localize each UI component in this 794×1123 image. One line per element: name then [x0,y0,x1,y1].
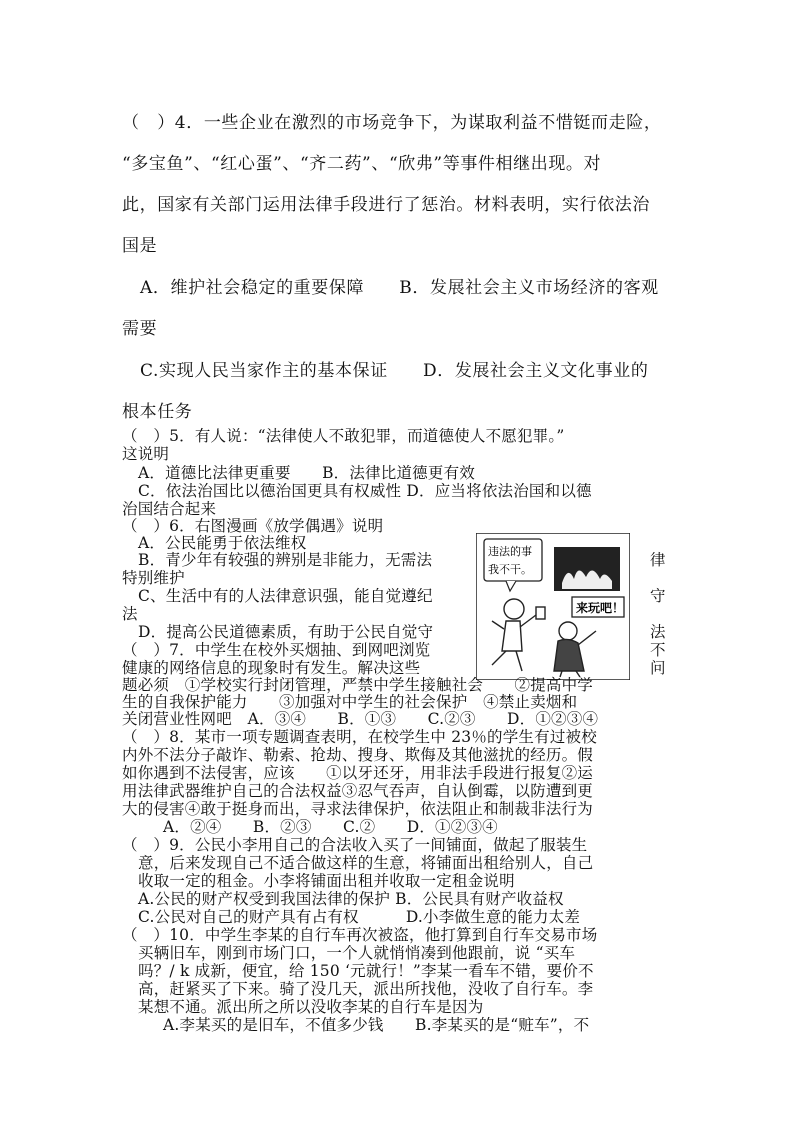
q10-options: A.李某买的是旧车，不值多少钱 B.李某买的是“赃车”，不 [163,1016,590,1034]
q8-line-4: 用法律武器维护自己的合法权益③忍气吞声，自认倒霉，以防遭到更 [122,782,594,800]
bubble-text-2: 来玩吧！ [576,601,625,615]
q5-line-1: （ ）5．有人说：“法律使人不敢犯罪，而道德使人不愿犯罪。” [122,427,565,445]
q9-line-1: （ ）9．公民小李用自己的合法收入买了一间铺面，做起了服装生 [122,836,588,854]
q9-line-3: 收取一定的租金。小李将铺面出租并收取一定租金说明 [138,872,515,890]
q6-line-1: （ ）6．右图漫画《放学偶遇》说明 [122,517,384,535]
bubble-text-1b: 我不干。 [488,563,532,576]
q6-option-c-cont: 法 [122,605,138,623]
q7-line-5: 关闭营业性网吧 A．③④ B．①③ C.②③ D．①②③④ [122,710,599,728]
q6-option-a: A．公民能勇于依法维权 [138,534,307,552]
q9-option-ab: A.公民的财产权受到我国法律的保护 B．公民具有财产收益权 [138,890,564,908]
q4-line-4: 国是 [122,236,158,256]
q7-line-2: 健康的网络信息的现象时有发生。解决这些 [122,659,421,677]
q6-option-b: B．青少年有较强的辨别是非能力，无需法 [138,551,433,569]
q4-line-3: 此，国家有关部门运用法律手段进行了惩治。材料表明，实行依法治 [122,195,650,215]
q6-option-b-end: 律 [650,551,666,569]
q7-line-1: （ ）7．中学生在校外买烟抽、到网吧浏览 [122,641,431,659]
q7-line-1-end: 不 [650,641,666,659]
q8-line-1: （ ）8．某市一项专题调查表明，在校学生中 23％的学生有过被校 [122,728,597,746]
q4-line-1: （ ）4．一些企业在激烈的市场竞争下，为谋取利益不惜铤而走险， [122,113,662,133]
bubble-text-1a: 违法的事 [488,545,532,558]
q7-line-2-end: 问 [650,659,666,677]
q10-line-2: 买辆旧车，刚到市场门口，一个人就悄悄凑到他跟前，说 “买车 [138,944,576,962]
q8-options: A．②④ B．②③ C.② D．①②③④ [163,818,498,836]
q6-option-c: C、生活中有的人法律意识强，能自觉遵纪 [138,587,433,605]
q6-option-c-end: 守 [650,587,666,605]
q10-line-4: 高，赶紧买了下来。骑了没几天，派出所找他，没收了自行车。李 [138,980,594,998]
q4-options-ab: A．维护社会稳定的重要保障 B．发展社会主义市场经济的客观 [140,278,659,298]
q9-option-cd: C.公民对自己的财产具有占有权 D.小李做生意的能力太差 [138,908,581,926]
q10-line-3: 吗？/ k 成新，便宜，给 150 ‘元就行！”李某一看车不错，要价不 [138,962,594,980]
q6-option-d: D．提高公民道德素质，有助于公民自觉守 [138,623,434,641]
q6-option-b-cont: 特别维护 [122,569,185,587]
q5-line-3: A．道德比法律更重要 B．法律比道德更有效 [138,464,475,482]
q6-option-d-end: 法 [650,623,666,641]
q8-line-2: 内外不法分子敲诈、勒索、抢劫、搜身、欺侮及其他滋扰的经历。假 [122,746,594,764]
q4-line-2: “多宝鱼”、“红心蛋”、“齐二药”、“欣弗”等事件相继出现。对 [122,154,602,174]
q7-line-3: 题必须 ①学校实行封闭管理，严禁中学生接触社会 ②提高中学 [122,676,594,694]
q4-options-cd: C.实现人民当家作主的基本保证 D．发展社会主义文化事业的 [140,361,649,381]
q7-line-4: 生的自我保护能力 ③加强对中学生的社会保护 ④禁止卖烟和 [122,693,578,711]
q4-options-cd-cont: 根本任务 [122,402,193,422]
q5-line-2: 这说明 [122,445,170,463]
q4-options-ab-cont: 需要 [122,319,158,339]
q9-line-2: 意，后来发现自己不适合做这样的生意，将铺面出租给别人，自己 [138,854,594,872]
q8-line-3: 如你遇到不法侵害，应该 ①以牙还牙，用非法手段进行报复②运 [122,764,594,782]
q10-line-5: 某想不通。派出所之所以没收李某的自行车是因为 [138,998,484,1016]
q8-line-5: 大的侵害④敢于挺身而出，寻求法律保护，依法阻止和制裁非法行为 [122,800,594,818]
q5-line-4: C．依法治国比以德治国更具有权威性 D．应当将依法治国和以德 [138,482,592,500]
q5-line-5: 治国结合起来 [122,500,217,518]
cartoon-illustration [476,533,630,680]
q10-line-1: （ ）10．中学生李某的自行车再次被盗，他打算到自行车交易市场 [122,926,598,944]
